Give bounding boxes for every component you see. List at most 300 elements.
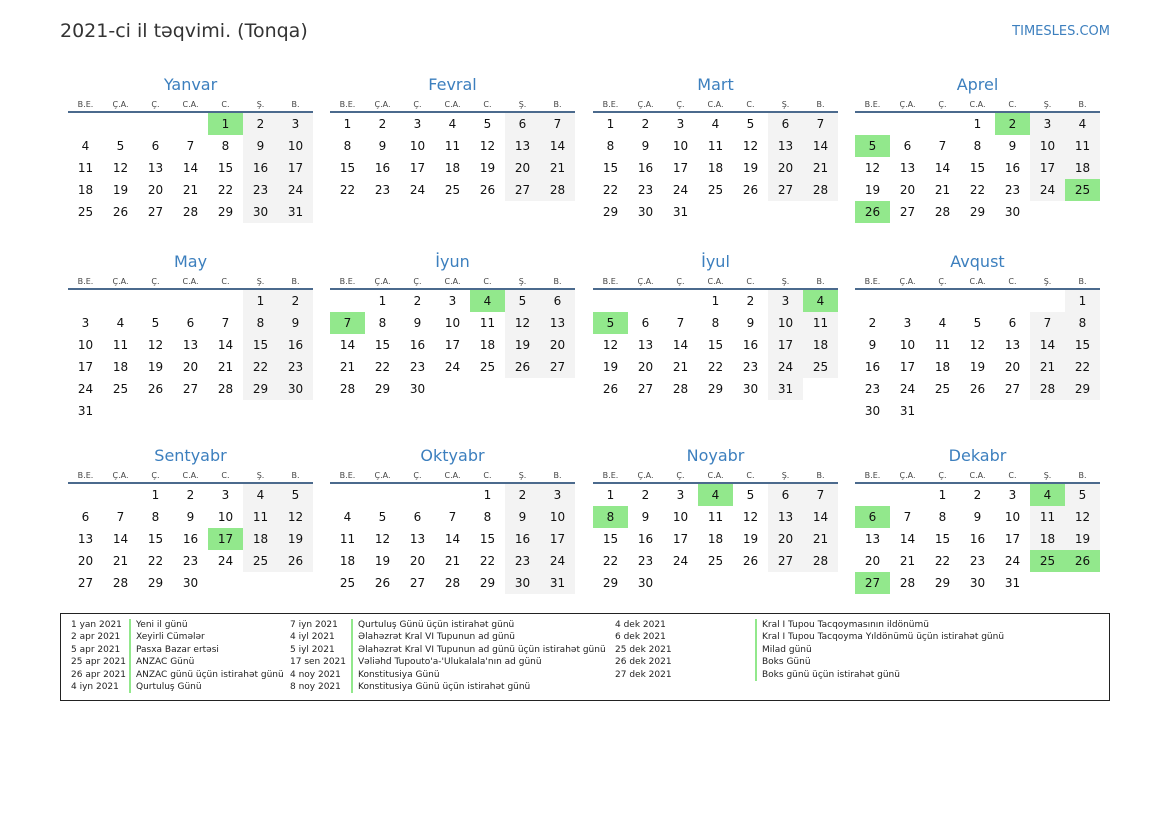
day-cell[interactable]: 17 xyxy=(208,528,243,550)
day-cell[interactable]: 10 xyxy=(1004,510,1021,524)
day-cell[interactable]: 26 xyxy=(855,201,890,223)
day-cell[interactable]: 18 xyxy=(707,161,724,175)
day-cell[interactable]: 11 xyxy=(112,338,129,352)
day-cell[interactable]: 5 xyxy=(505,290,540,312)
day-cell[interactable]: 22 xyxy=(147,554,164,568)
day-cell[interactable]: 26 xyxy=(112,205,129,219)
day-cell[interactable]: 20 xyxy=(409,554,426,568)
day-cell[interactable]: 26 xyxy=(602,382,619,396)
day-cell[interactable]: 9 xyxy=(413,316,422,330)
day-cell[interactable]: 10 xyxy=(278,135,313,157)
day-cell[interactable]: 24 xyxy=(77,382,94,396)
day-cell[interactable]: 18 xyxy=(112,360,129,374)
day-cell[interactable]: 7 xyxy=(1030,312,1065,334)
day-cell[interactable]: 3 xyxy=(81,316,90,330)
day-cell[interactable]: 13 xyxy=(1004,338,1021,352)
day-cell[interactable]: 27 xyxy=(855,572,890,594)
day-cell[interactable]: 16 xyxy=(409,338,426,352)
day-cell[interactable]: 30 xyxy=(637,576,654,590)
day-cell[interactable]: 13 xyxy=(409,532,426,546)
day-cell[interactable]: 2 xyxy=(746,294,755,308)
day-cell[interactable]: 21 xyxy=(444,554,461,568)
day-cell[interactable]: 31 xyxy=(1004,576,1021,590)
day-cell[interactable]: 1 xyxy=(378,294,387,308)
day-cell[interactable]: 16 xyxy=(182,532,199,546)
day-cell[interactable]: 27 xyxy=(409,576,426,590)
day-cell[interactable]: 27 xyxy=(637,382,654,396)
day-cell[interactable]: 6 xyxy=(768,113,803,135)
day-cell[interactable]: 27 xyxy=(540,356,575,378)
day-cell[interactable]: 4 xyxy=(1030,484,1065,506)
day-cell[interactable]: 17 xyxy=(1004,532,1021,546)
day-cell[interactable]: 14 xyxy=(803,135,838,157)
day-cell[interactable]: 7 xyxy=(540,113,575,135)
day-cell[interactable]: 13 xyxy=(505,135,540,157)
day-cell[interactable]: 2 xyxy=(995,113,1030,135)
day-cell[interactable]: 29 xyxy=(147,576,164,590)
day-cell[interactable]: 15 xyxy=(1065,334,1100,356)
day-cell[interactable]: 6 xyxy=(505,113,540,135)
day-cell[interactable]: 9 xyxy=(278,312,313,334)
day-cell[interactable]: 25 xyxy=(243,550,278,572)
day-cell[interactable]: 7 xyxy=(903,510,912,524)
day-cell[interactable]: 2 xyxy=(243,113,278,135)
day-cell[interactable]: 23 xyxy=(505,550,540,572)
day-cell[interactable]: 13 xyxy=(147,161,164,175)
day-cell[interactable]: 18 xyxy=(707,532,724,546)
day-cell[interactable]: 1 xyxy=(606,488,615,502)
day-cell[interactable]: 18 xyxy=(1065,157,1100,179)
day-cell[interactable]: 17 xyxy=(77,360,94,374)
day-cell[interactable]: 11 xyxy=(707,139,724,153)
day-cell[interactable]: 1 xyxy=(938,488,947,502)
day-cell[interactable]: 7 xyxy=(938,139,947,153)
day-cell[interactable]: 25 xyxy=(479,360,496,374)
day-cell[interactable]: 26 xyxy=(147,382,164,396)
day-cell[interactable]: 6 xyxy=(186,316,195,330)
day-cell[interactable]: 9 xyxy=(505,506,540,528)
day-cell[interactable]: 25 xyxy=(1065,179,1100,201)
day-cell[interactable]: 25 xyxy=(112,382,129,396)
day-cell[interactable]: 27 xyxy=(77,576,94,590)
day-cell[interactable]: 3 xyxy=(221,488,230,502)
day-cell[interactable]: 13 xyxy=(182,338,199,352)
day-cell[interactable]: 15 xyxy=(147,532,164,546)
day-cell[interactable]: 9 xyxy=(868,338,877,352)
day-cell[interactable]: 31 xyxy=(278,201,313,223)
day-cell[interactable]: 12 xyxy=(1065,506,1100,528)
day-cell[interactable]: 8 xyxy=(243,312,278,334)
day-cell[interactable]: 11 xyxy=(934,338,951,352)
day-cell[interactable]: 25 xyxy=(934,382,951,396)
day-cell[interactable]: 7 xyxy=(186,139,195,153)
day-cell[interactable]: 30 xyxy=(182,576,199,590)
day-cell[interactable]: 1 xyxy=(973,117,982,131)
day-cell[interactable]: 16 xyxy=(864,360,881,374)
day-cell[interactable]: 25 xyxy=(339,576,356,590)
day-cell[interactable]: 30 xyxy=(409,382,426,396)
day-cell[interactable]: 11 xyxy=(339,532,356,546)
day-cell[interactable]: 16 xyxy=(278,334,313,356)
day-cell[interactable]: 8 xyxy=(593,506,628,528)
day-cell[interactable]: 14 xyxy=(934,161,951,175)
day-cell[interactable]: 17 xyxy=(540,528,575,550)
day-cell[interactable]: 5 xyxy=(593,312,628,334)
day-cell[interactable]: 24 xyxy=(540,550,575,572)
day-cell[interactable]: 2 xyxy=(505,484,540,506)
day-cell[interactable]: 19 xyxy=(374,554,391,568)
day-cell[interactable]: 2 xyxy=(278,290,313,312)
day-cell[interactable]: 20 xyxy=(637,360,654,374)
day-cell[interactable]: 22 xyxy=(602,554,619,568)
day-cell[interactable]: 18 xyxy=(339,554,356,568)
day-cell[interactable]: 28 xyxy=(1030,378,1065,400)
day-cell[interactable]: 19 xyxy=(602,360,619,374)
day-cell[interactable]: 9 xyxy=(378,139,387,153)
day-cell[interactable]: 21 xyxy=(217,360,234,374)
day-cell[interactable]: 8 xyxy=(711,316,720,330)
day-cell[interactable]: 14 xyxy=(899,532,916,546)
day-cell[interactable]: 27 xyxy=(147,205,164,219)
day-cell[interactable]: 25 xyxy=(707,554,724,568)
day-cell[interactable]: 14 xyxy=(339,338,356,352)
day-cell[interactable]: 26 xyxy=(742,554,759,568)
day-cell[interactable]: 30 xyxy=(278,378,313,400)
day-cell[interactable]: 25 xyxy=(444,183,461,197)
day-cell[interactable]: 11 xyxy=(444,139,461,153)
day-cell[interactable]: 20 xyxy=(540,334,575,356)
day-cell[interactable]: 20 xyxy=(768,157,803,179)
day-cell[interactable]: 19 xyxy=(112,183,129,197)
day-cell[interactable]: 17 xyxy=(444,338,461,352)
day-cell[interactable]: 22 xyxy=(243,356,278,378)
day-cell[interactable]: 15 xyxy=(339,161,356,175)
day-cell[interactable]: 16 xyxy=(969,532,986,546)
day-cell[interactable]: 17 xyxy=(899,360,916,374)
day-cell[interactable]: 31 xyxy=(77,404,94,418)
day-cell[interactable]: 21 xyxy=(934,183,951,197)
day-cell[interactable]: 23 xyxy=(243,179,278,201)
day-cell[interactable]: 3 xyxy=(540,484,575,506)
day-cell[interactable]: 20 xyxy=(864,554,881,568)
day-cell[interactable]: 29 xyxy=(934,576,951,590)
day-cell[interactable]: 23 xyxy=(1004,183,1021,197)
day-cell[interactable]: 23 xyxy=(742,360,759,374)
day-cell[interactable]: 11 xyxy=(243,506,278,528)
day-cell[interactable]: 9 xyxy=(746,316,755,330)
day-cell[interactable]: 17 xyxy=(278,157,313,179)
day-cell[interactable]: 24 xyxy=(1004,554,1021,568)
day-cell[interactable]: 21 xyxy=(1030,356,1065,378)
day-cell[interactable]: 20 xyxy=(147,183,164,197)
day-cell[interactable]: 28 xyxy=(934,205,951,219)
day-cell[interactable]: 8 xyxy=(606,139,615,153)
day-cell[interactable]: 4 xyxy=(1065,113,1100,135)
day-cell[interactable]: 3 xyxy=(413,117,422,131)
day-cell[interactable]: 16 xyxy=(505,528,540,550)
day-cell[interactable]: 26 xyxy=(374,576,391,590)
day-cell[interactable]: 20 xyxy=(768,528,803,550)
day-cell[interactable]: 22 xyxy=(934,554,951,568)
day-cell[interactable]: 27 xyxy=(768,179,803,201)
day-cell[interactable]: 7 xyxy=(803,113,838,135)
day-cell[interactable]: 11 xyxy=(479,316,496,330)
day-cell[interactable]: 15 xyxy=(602,532,619,546)
day-cell[interactable]: 24 xyxy=(444,360,461,374)
day-cell[interactable]: 5 xyxy=(973,316,982,330)
day-cell[interactable]: 14 xyxy=(540,135,575,157)
day-cell[interactable]: 29 xyxy=(479,576,496,590)
day-cell[interactable]: 17 xyxy=(672,161,689,175)
day-cell[interactable]: 25 xyxy=(707,183,724,197)
day-cell[interactable]: 8 xyxy=(378,316,387,330)
day-cell[interactable]: 4 xyxy=(448,117,457,131)
day-cell[interactable]: 13 xyxy=(540,312,575,334)
day-cell[interactable]: 25 xyxy=(1030,550,1065,572)
day-cell[interactable]: 14 xyxy=(112,532,129,546)
day-cell[interactable]: 27 xyxy=(1004,382,1021,396)
day-cell[interactable]: 6 xyxy=(903,139,912,153)
day-cell[interactable]: 22 xyxy=(217,183,234,197)
day-cell[interactable]: 21 xyxy=(803,528,838,550)
day-cell[interactable]: 23 xyxy=(637,183,654,197)
day-cell[interactable]: 3 xyxy=(278,113,313,135)
day-cell[interactable]: 23 xyxy=(864,382,881,396)
day-cell[interactable]: 1 xyxy=(483,488,492,502)
day-cell[interactable]: 1 xyxy=(151,488,160,502)
day-cell[interactable]: 10 xyxy=(768,312,803,334)
day-cell[interactable]: 19 xyxy=(479,161,496,175)
day-cell[interactable]: 10 xyxy=(409,139,426,153)
day-cell[interactable]: 31 xyxy=(768,378,803,400)
day-cell[interactable]: 30 xyxy=(969,576,986,590)
day-cell[interactable]: 6 xyxy=(768,484,803,506)
day-cell[interactable]: 21 xyxy=(112,554,129,568)
day-cell[interactable]: 24 xyxy=(278,179,313,201)
day-cell[interactable]: 9 xyxy=(973,510,982,524)
day-cell[interactable]: 12 xyxy=(742,510,759,524)
day-cell[interactable]: 4 xyxy=(938,316,947,330)
day-cell[interactable]: 14 xyxy=(672,338,689,352)
day-cell[interactable]: 13 xyxy=(899,161,916,175)
day-cell[interactable]: 24 xyxy=(217,554,234,568)
day-cell[interactable]: 8 xyxy=(483,510,492,524)
day-cell[interactable]: 6 xyxy=(540,290,575,312)
day-cell[interactable]: 5 xyxy=(378,510,387,524)
day-cell[interactable]: 3 xyxy=(903,316,912,330)
day-cell[interactable]: 4 xyxy=(116,316,125,330)
day-cell[interactable]: 17 xyxy=(768,334,803,356)
day-cell[interactable]: 10 xyxy=(899,338,916,352)
day-cell[interactable]: 16 xyxy=(742,338,759,352)
day-cell[interactable]: 16 xyxy=(637,532,654,546)
day-cell[interactable]: 5 xyxy=(116,139,125,153)
day-cell[interactable]: 12 xyxy=(742,139,759,153)
day-cell[interactable]: 28 xyxy=(182,205,199,219)
day-cell[interactable]: 12 xyxy=(147,338,164,352)
day-cell[interactable]: 18 xyxy=(243,528,278,550)
day-cell[interactable]: 26 xyxy=(969,382,986,396)
day-cell[interactable]: 13 xyxy=(637,338,654,352)
day-cell[interactable]: 30 xyxy=(243,201,278,223)
day-cell[interactable]: 14 xyxy=(217,338,234,352)
day-cell[interactable]: 20 xyxy=(77,554,94,568)
day-cell[interactable]: 9 xyxy=(641,510,650,524)
day-cell[interactable]: 17 xyxy=(409,161,426,175)
day-cell[interactable]: 30 xyxy=(505,572,540,594)
day-cell[interactable]: 21 xyxy=(672,360,689,374)
day-cell[interactable]: 19 xyxy=(864,183,881,197)
day-cell[interactable]: 27 xyxy=(182,382,199,396)
day-cell[interactable]: 20 xyxy=(1004,360,1021,374)
day-cell[interactable]: 19 xyxy=(742,161,759,175)
day-cell[interactable]: 10 xyxy=(77,338,94,352)
day-cell[interactable]: 8 xyxy=(1065,312,1100,334)
day-cell[interactable]: 7 xyxy=(803,484,838,506)
day-cell[interactable]: 24 xyxy=(768,356,803,378)
day-cell[interactable]: 23 xyxy=(637,554,654,568)
day-cell[interactable]: 11 xyxy=(1030,506,1065,528)
day-cell[interactable]: 20 xyxy=(505,157,540,179)
day-cell[interactable]: 26 xyxy=(1065,550,1100,572)
day-cell[interactable]: 27 xyxy=(899,205,916,219)
day-cell[interactable]: 5 xyxy=(1065,484,1100,506)
day-cell[interactable]: 28 xyxy=(540,179,575,201)
day-cell[interactable]: 15 xyxy=(969,161,986,175)
day-cell[interactable]: 10 xyxy=(672,139,689,153)
day-cell[interactable]: 2 xyxy=(641,117,650,131)
day-cell[interactable]: 7 xyxy=(221,316,230,330)
day-cell[interactable]: 23 xyxy=(374,183,391,197)
day-cell[interactable]: 15 xyxy=(602,161,619,175)
day-cell[interactable]: 26 xyxy=(479,183,496,197)
day-cell[interactable]: 8 xyxy=(973,139,982,153)
day-cell[interactable]: 15 xyxy=(217,161,234,175)
day-cell[interactable]: 30 xyxy=(1004,205,1021,219)
day-cell[interactable]: 29 xyxy=(243,378,278,400)
day-cell[interactable]: 18 xyxy=(77,183,94,197)
day-cell[interactable]: 23 xyxy=(969,554,986,568)
day-cell[interactable]: 10 xyxy=(444,316,461,330)
day-cell[interactable]: 5 xyxy=(746,117,755,131)
day-cell[interactable]: 15 xyxy=(707,338,724,352)
day-cell[interactable]: 1 xyxy=(343,117,352,131)
day-cell[interactable]: 7 xyxy=(676,316,685,330)
day-cell[interactable]: 29 xyxy=(374,382,391,396)
day-cell[interactable]: 25 xyxy=(77,205,94,219)
day-cell[interactable]: 11 xyxy=(77,161,94,175)
day-cell[interactable]: 20 xyxy=(899,183,916,197)
day-cell[interactable]: 29 xyxy=(217,205,234,219)
day-cell[interactable]: 21 xyxy=(540,157,575,179)
day-cell[interactable]: 28 xyxy=(339,382,356,396)
day-cell[interactable]: 3 xyxy=(768,290,803,312)
day-cell[interactable]: 19 xyxy=(505,334,540,356)
day-cell[interactable]: 1 xyxy=(243,290,278,312)
day-cell[interactable]: 24 xyxy=(899,382,916,396)
day-cell[interactable]: 5 xyxy=(278,484,313,506)
day-cell[interactable]: 5 xyxy=(746,488,755,502)
day-cell[interactable]: 31 xyxy=(672,205,689,219)
day-cell[interactable]: 2 xyxy=(868,316,877,330)
day-cell[interactable]: 27 xyxy=(768,550,803,572)
day-cell[interactable]: 9 xyxy=(186,510,195,524)
day-cell[interactable]: 8 xyxy=(938,510,947,524)
day-cell[interactable]: 9 xyxy=(243,135,278,157)
day-cell[interactable]: 22 xyxy=(602,183,619,197)
day-cell[interactable]: 4 xyxy=(698,484,733,506)
day-cell[interactable]: 12 xyxy=(374,532,391,546)
day-cell[interactable]: 12 xyxy=(864,161,881,175)
day-cell[interactable]: 18 xyxy=(934,360,951,374)
day-cell[interactable]: 13 xyxy=(77,532,94,546)
day-cell[interactable]: 29 xyxy=(969,205,986,219)
day-cell[interactable]: 2 xyxy=(186,488,195,502)
day-cell[interactable]: 12 xyxy=(278,506,313,528)
day-cell[interactable]: 6 xyxy=(151,139,160,153)
day-cell[interactable]: 6 xyxy=(81,510,90,524)
day-cell[interactable]: 22 xyxy=(707,360,724,374)
day-cell[interactable]: 2 xyxy=(378,117,387,131)
day-cell[interactable]: 1 xyxy=(208,113,243,135)
day-cell[interactable]: 9 xyxy=(1008,139,1017,153)
day-cell[interactable]: 7 xyxy=(448,510,457,524)
day-cell[interactable]: 31 xyxy=(899,404,916,418)
day-cell[interactable]: 24 xyxy=(672,554,689,568)
day-cell[interactable]: 3 xyxy=(676,117,685,131)
day-cell[interactable]: 4 xyxy=(343,510,352,524)
day-cell[interactable]: 28 xyxy=(217,382,234,396)
day-cell[interactable]: 25 xyxy=(803,356,838,378)
day-cell[interactable]: 14 xyxy=(803,506,838,528)
day-cell[interactable]: 26 xyxy=(505,356,540,378)
day-cell[interactable]: 8 xyxy=(151,510,160,524)
day-cell[interactable]: 21 xyxy=(803,157,838,179)
day-cell[interactable]: 10 xyxy=(672,510,689,524)
day-cell[interactable]: 12 xyxy=(479,139,496,153)
day-cell[interactable]: 12 xyxy=(112,161,129,175)
day-cell[interactable]: 9 xyxy=(641,139,650,153)
day-cell[interactable]: 12 xyxy=(602,338,619,352)
day-cell[interactable]: 19 xyxy=(969,360,986,374)
day-cell[interactable]: 23 xyxy=(409,360,426,374)
day-cell[interactable]: 27 xyxy=(505,179,540,201)
day-cell[interactable]: 5 xyxy=(483,117,492,131)
day-cell[interactable]: 30 xyxy=(637,205,654,219)
day-cell[interactable]: 3 xyxy=(1030,113,1065,135)
day-cell[interactable]: 15 xyxy=(243,334,278,356)
day-cell[interactable]: 13 xyxy=(864,532,881,546)
day-cell[interactable]: 29 xyxy=(1065,378,1100,400)
day-cell[interactable]: 18 xyxy=(803,334,838,356)
day-cell[interactable]: 13 xyxy=(768,135,803,157)
day-cell[interactable]: 15 xyxy=(934,532,951,546)
day-cell[interactable]: 12 xyxy=(969,338,986,352)
day-cell[interactable]: 14 xyxy=(1030,334,1065,356)
day-cell[interactable]: 8 xyxy=(343,139,352,153)
day-cell[interactable]: 29 xyxy=(602,576,619,590)
day-cell[interactable]: 22 xyxy=(1065,356,1100,378)
day-cell[interactable]: 26 xyxy=(742,183,759,197)
day-cell[interactable]: 3 xyxy=(676,488,685,502)
day-cell[interactable]: 10 xyxy=(540,506,575,528)
day-cell[interactable]: 26 xyxy=(278,550,313,572)
day-cell[interactable]: 11 xyxy=(803,312,838,334)
day-cell[interactable]: 8 xyxy=(221,139,230,153)
day-cell[interactable]: 28 xyxy=(444,576,461,590)
day-cell[interactable]: 1 xyxy=(606,117,615,131)
day-cell[interactable]: 19 xyxy=(278,528,313,550)
